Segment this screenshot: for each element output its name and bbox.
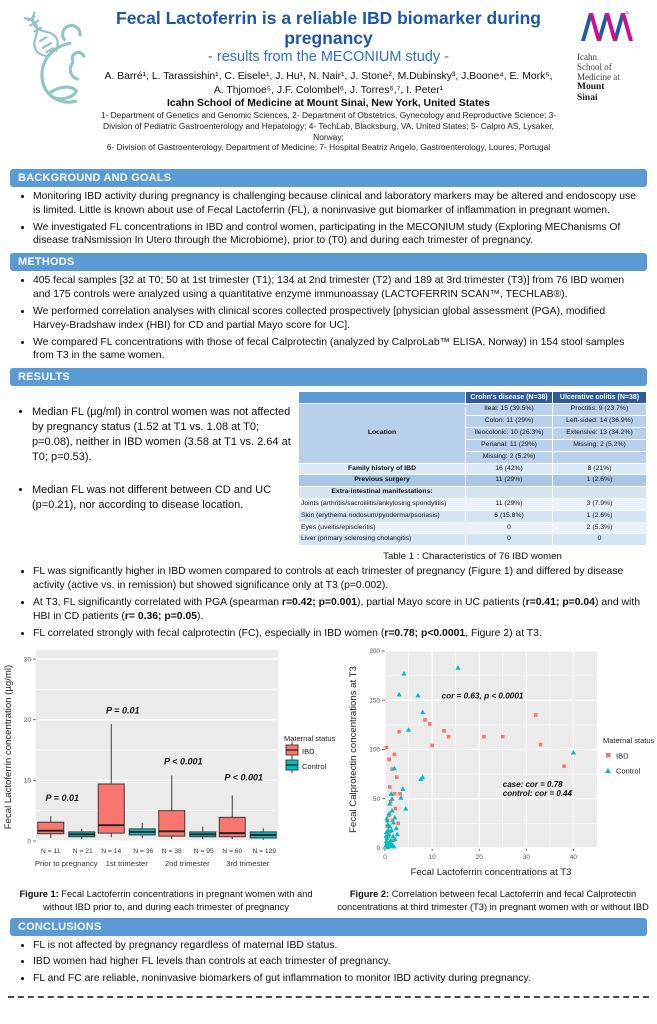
bullet-item: • Monitoring IBD activity during pregnancy is challenging because clinical and laboratory markers may be altered and endoscopy use is limited. Little is known about use of Fecal Lactoferrin (FL), a noninvasive gut biomarker of inflammation in pregnant women. bbox=[33, 190, 641, 218]
bullet-item: • We investigated FL concentrations in IBD and control women, participating in the MECONIUM study (Exploring MEChanisms Of disease traNsmission In Utero through the Microbiome), prior to (T0) and during each trimester of pregnancy. bbox=[33, 221, 641, 249]
figure2-caption-text: Correlation between fecal Lactoferrin and fecal Calprotectin concentrations at third trimester (T3) in pregnant women with or without IBD bbox=[337, 889, 649, 912]
svg-text:10: 10 bbox=[428, 854, 436, 862]
svg-text:case: cor = 0.78: case: cor = 0.78 bbox=[502, 780, 563, 790]
table-caption: Table 1 : Characteristics of 76 IBD women bbox=[383, 551, 562, 563]
svg-text:Fecal Lactoferrin concentratio: Fecal Lactoferrin concentration (µg/ml) bbox=[3, 665, 14, 830]
svg-text:2nd trimester: 2nd trimester bbox=[164, 859, 210, 869]
figure-captions bbox=[0, 888, 657, 912]
logo-line: Sinai bbox=[577, 92, 598, 103]
results-full-bullets bbox=[16, 565, 641, 640]
table-cell: 3 (7.9%) bbox=[553, 499, 647, 511]
figure2-caption-prefix: Figure 2: bbox=[349, 889, 390, 900]
authors-line-1: A. Barré¹, L. Tarassishin¹, C. Eisele¹, J. Hu¹, N. Nair¹, J. Stone², M.Dubinsky³, J.Boone⁴, E. Mork⁵, bbox=[104, 71, 553, 83]
mount-sinai-logo bbox=[577, 10, 649, 103]
table-column-header: Ulcerative colitis (N=38) bbox=[553, 392, 647, 404]
svg-text:Control: Control bbox=[302, 762, 327, 772]
svg-text:N = 60: N = 60 bbox=[222, 848, 243, 856]
svg-text:Fecal Lactoferrin concentratio: Fecal Lactoferrin concentrations at T3 bbox=[410, 867, 572, 879]
svg-text:N = 129: N = 129 bbox=[252, 848, 277, 856]
table-row bbox=[299, 463, 647, 475]
bullet-item: • IBD women had higher FL levels than controls at each trimester of pregnancy. bbox=[33, 955, 641, 969]
svg-text:3rd trimester: 3rd trimester bbox=[226, 859, 270, 869]
bullet-item: • At T3, FL significantly correlated with PGA (spearman r=0.42; p=0.001), partial Mayo score in UC patients (r=0.41; p=0.04) and with HBI in CD patients (r= 0.36; p=0.05). bbox=[33, 596, 641, 624]
table-cell: Missing: 2 (5.2%) bbox=[466, 451, 553, 463]
figures-row bbox=[0, 645, 657, 886]
table-cell bbox=[466, 487, 553, 499]
conclusions-bullets bbox=[16, 939, 641, 986]
svg-text:N = 14: N = 14 bbox=[101, 848, 122, 856]
table-cell-label: Joints (arthritis/sacroiliitis/ankylosing spondylitis) bbox=[299, 499, 466, 511]
svg-text:50: 50 bbox=[372, 796, 380, 804]
svg-text:Fecal Calprotectin concentrati: Fecal Calprotectin concentrations at T3 bbox=[348, 666, 359, 834]
svg-text:P < 0.001: P < 0.001 bbox=[224, 772, 263, 783]
section-band-conclusions: CONCLUSIONS bbox=[10, 918, 647, 936]
scatter-svg bbox=[345, 645, 657, 881]
svg-text:200: 200 bbox=[369, 648, 380, 656]
table-cell: 11 (29%) bbox=[466, 499, 553, 511]
table-cell-label: Family history of IBD bbox=[299, 463, 466, 475]
background-bullets bbox=[16, 190, 641, 248]
table-cell-location: Location bbox=[299, 404, 466, 463]
mount-sinai-wordmark bbox=[577, 52, 649, 103]
bullet-item: • 405 fecal samples [32 at T0; 50 at 1st trimester (T1); 134 at 2nd trimester (T2) and 189 at 3rd trimester (T3)] from 76 IBD women and 175 controls were analyzed using a quantitative enzyme immunoassay (LACTOFERRIN SCAN™, TECHLAB®). bbox=[33, 274, 641, 302]
poster-subtitle: - results from the MECONIUM study - bbox=[208, 49, 449, 66]
svg-text:40: 40 bbox=[569, 854, 577, 862]
affiliations-line-1: 1- Department of Genetics and Genomic Sciences, 2- Department of Obstetrics, Gynecology and Reproductive Science; 3- Division of Pediatric Gastroenterology and Hepatology; 4- TechLab, Blacksburg, VA, United States; 5- Calpro AS, Lysaker, Norway; bbox=[100, 110, 557, 142]
svg-text:Control: Control bbox=[616, 766, 641, 776]
mount-sinai-mark-icon bbox=[577, 10, 639, 44]
bullet-item: • FL is not affected by pregnancy regardless of maternal IBD status. bbox=[33, 939, 641, 953]
table-cell: Ileal: 15 (39.5%) bbox=[466, 404, 553, 416]
svg-text:N = 36: N = 36 bbox=[133, 848, 154, 856]
figure1-boxplot bbox=[0, 645, 345, 886]
table-row bbox=[299, 475, 647, 487]
table-cell: Missing: 2 (5.2%) bbox=[553, 439, 647, 451]
svg-text:N = 11: N = 11 bbox=[41, 848, 61, 856]
svg-text:30: 30 bbox=[522, 854, 530, 862]
bullet-item: • FL correlated strongly with fecal calprotectin (FC), especially in IBD women (r=0.78; p<0.0001, Figure 2) at T3. bbox=[33, 627, 641, 641]
svg-text:0: 0 bbox=[376, 845, 380, 853]
table-cell: 0 bbox=[466, 522, 553, 534]
svg-text:IBD: IBD bbox=[302, 747, 315, 757]
svg-text:20: 20 bbox=[475, 854, 483, 862]
ibd-characteristics-table bbox=[298, 391, 647, 546]
figure1-caption-text: Fecal Lactoferrin concentrations in pregnant women with and without IBD prior to, and during each trimester of pregnancy bbox=[43, 889, 313, 912]
svg-text:P = 0.01: P = 0.01 bbox=[106, 706, 140, 717]
svg-text:P < 0.001: P < 0.001 bbox=[164, 757, 203, 768]
logo-line: School of bbox=[577, 62, 612, 73]
table-row bbox=[299, 534, 647, 546]
results-left-column bbox=[10, 389, 298, 562]
table-cell: 0 bbox=[466, 534, 553, 546]
svg-text:1st trimester: 1st trimester bbox=[105, 859, 148, 869]
table-row bbox=[299, 404, 647, 416]
table-cell: 1 (2.6%) bbox=[553, 510, 647, 522]
table-column-header: Crohn's disease (N=38) bbox=[466, 392, 553, 404]
table-cell: Proctitis: 9 (23.7%) bbox=[553, 404, 647, 416]
logo-line: Medicine at bbox=[577, 72, 620, 83]
table-corner-cell bbox=[299, 392, 466, 404]
svg-text:0: 0 bbox=[27, 838, 31, 846]
svg-text:100: 100 bbox=[369, 747, 380, 755]
svg-text:IBD: IBD bbox=[616, 751, 629, 761]
bullet-item: • We compared FL concentrations with those of fecal Calprotectin (analyzed by CalproLab™ ELISA, Norway) in 154 stool samples from T3 in the same women. bbox=[33, 336, 641, 364]
svg-text:N = 95: N = 95 bbox=[193, 848, 214, 856]
svg-text:cor = 0.63, p < 0.0001: cor = 0.63, p < 0.0001 bbox=[441, 691, 524, 701]
poster-header bbox=[0, 0, 657, 164]
figure1-caption-prefix: Figure 1: bbox=[19, 889, 59, 900]
table-row bbox=[299, 487, 647, 499]
section-band-background: BACKGROUND AND GOALS bbox=[10, 169, 647, 187]
table-cell-label: Liver (primary sclerosing cholangitis) bbox=[299, 534, 466, 546]
svg-text:150: 150 bbox=[369, 697, 380, 705]
results-left-bullets bbox=[16, 405, 292, 512]
bullet-item: • Median FL (µg/ml) in control women was not affected by pregnancy status (1.52 at T1 vs. 1.08 at T0; p=0.08), neither in IBD women (3.58 at T1 vs. 2.64 at T0; p=0.53). bbox=[32, 405, 292, 464]
logo-line: Mount bbox=[577, 82, 605, 93]
table-cell: 6 (15.8%) bbox=[466, 510, 553, 522]
figure1-caption bbox=[0, 888, 332, 912]
table-cell: 2 (5.3%) bbox=[553, 522, 647, 534]
table-header-row bbox=[299, 392, 647, 404]
table-cell: Left-sided: 14 (36.9%) bbox=[553, 416, 647, 428]
section-band-methods: METHODS bbox=[10, 253, 647, 271]
table-cell: Extensive: 13 (34.2%) bbox=[553, 428, 647, 440]
table-row bbox=[299, 510, 647, 522]
mother-baby-dna-logo bbox=[12, 6, 104, 110]
table-cell-label: Previous surgery bbox=[299, 475, 466, 487]
table-cell bbox=[553, 451, 647, 463]
affiliations-line-2: 6- Division of Gastroenterology, Department of Medicine; 7- Hospital Beatriz Angelo, Gastroenterology, Loures, Portugal bbox=[106, 142, 551, 153]
svg-text:N = 38: N = 38 bbox=[161, 848, 182, 856]
authors-line-2: A. Thjomoe⁵, J.F. Colombel⁶, J. Torres⁶,⁷, I. Peter¹ bbox=[213, 85, 444, 97]
table-row bbox=[299, 499, 647, 511]
table-cell: 11 (29%) bbox=[466, 475, 553, 487]
svg-text:30: 30 bbox=[23, 656, 31, 664]
table-cell: 16 (42%) bbox=[466, 463, 553, 475]
bullet-item: • FL was significantly higher in IBD women compared to controls at each trimester of pregnancy (Figure 1) and differed by disease activity (active vs. in remission) but showed significance only at T3 (p=0.002). bbox=[33, 565, 641, 593]
svg-text:10: 10 bbox=[23, 778, 31, 786]
table-cell-label: Eyes (uveitis/episcleritis) bbox=[299, 522, 466, 534]
bottom-dashed-divider bbox=[8, 996, 649, 998]
table-cell: 1 (2.6%) bbox=[553, 475, 647, 487]
bullet-item: • FL and FC are reliable, noninvasive biomarkers of gut inflammation to monitor IBD activity during pregnancy. bbox=[33, 972, 641, 986]
table-cell: 8 (21%) bbox=[553, 463, 647, 475]
table-cell bbox=[553, 487, 647, 499]
svg-text:P = 0.01: P = 0.01 bbox=[45, 793, 79, 804]
results-columns bbox=[10, 389, 647, 562]
table-cell-label: Extra-intestinal manifestations: bbox=[299, 487, 466, 499]
methods-bullets bbox=[16, 274, 641, 363]
svg-text:20: 20 bbox=[23, 717, 31, 725]
table-row bbox=[299, 522, 647, 534]
logo-line: Icahn bbox=[577, 52, 597, 62]
svg-text:Prior to pregnancy: Prior to pregnancy bbox=[34, 859, 98, 869]
svg-text:control: cor = 0.44: control: cor = 0.44 bbox=[502, 789, 572, 799]
figure2-scatter bbox=[345, 645, 657, 886]
svg-text:0: 0 bbox=[383, 854, 387, 862]
affiliation-main: Icahn School of Medicine at Mount Sinai, New York, United States bbox=[167, 98, 490, 110]
svg-text:Maternal status: Maternal status bbox=[284, 734, 336, 744]
poster-title: Fecal Lactoferrin is a reliable IBD biomarker during pregnancy bbox=[116, 8, 541, 49]
bullet-item: • We performed correlation analyses with clinical scores collected prospectively [physician global assessment (PGA), modified Harvey-Bradshaw index (HBI) for CD and partial Mayo score for UC]. bbox=[33, 305, 641, 333]
bullet-item: • Median FL was not different between CD and UC (p=0.21), nor according to disease location. bbox=[32, 483, 292, 513]
section-band-results: RESULTS bbox=[10, 368, 647, 386]
table-cell: Ileocolonic: 10 (26.3%) bbox=[466, 428, 553, 440]
results-right-column bbox=[298, 389, 647, 562]
svg-text:Maternal status: Maternal status bbox=[603, 736, 655, 746]
table-cell-label: Skin (erythema nodosum/pyoderma/psoriasis) bbox=[299, 510, 466, 522]
table-cell: 0 bbox=[553, 534, 647, 546]
figure2-caption bbox=[332, 888, 654, 912]
table-cell: Colon: 11 (29%) bbox=[466, 416, 553, 428]
boxplot-svg bbox=[0, 645, 345, 879]
svg-text:N = 21: N = 21 bbox=[72, 848, 93, 856]
table-cell: Perianal: 11 (29%) bbox=[466, 439, 553, 451]
